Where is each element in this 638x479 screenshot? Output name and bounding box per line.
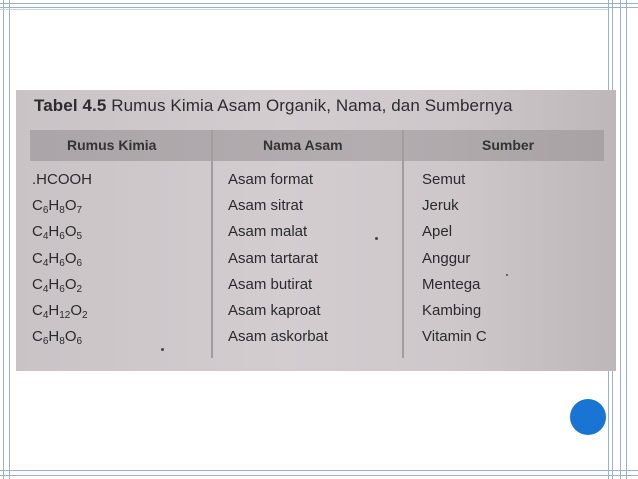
cell-source: Kambing (422, 302, 482, 319)
cell-formula: $C_4H_6O_6$ (32, 249, 83, 269)
cell-acid-name: Asam askorbat (228, 328, 329, 346)
table-caption-label: Tabel 4.5 (34, 96, 107, 115)
slide-frame-top (0, 3, 638, 8)
column-divider-1 (211, 130, 213, 358)
cell-source: Anggur (422, 249, 471, 267)
slide-accent-dot (570, 399, 606, 435)
cell-acid-name: Asam malat (228, 223, 308, 241)
cell-formula: $C_6H_8O_7$ (32, 197, 83, 217)
header-rumus-kimia: Rumus Kimia (67, 137, 157, 153)
table-caption (34, 96, 513, 116)
header-sumber: Sumber (482, 137, 535, 153)
table-header-row (30, 130, 604, 161)
table-photo (16, 90, 616, 371)
cell-formula: $C_4H_6O_2$ (32, 275, 83, 295)
cell-formula: $C_4H_6O_5$ (32, 223, 83, 243)
cell-source: Jeruk (422, 197, 459, 215)
slide-frame-bottom (0, 470, 638, 476)
cell-acid-name: Asam format (228, 171, 314, 188)
cell-source: Semut (422, 171, 466, 188)
column-divider-2 (402, 130, 404, 358)
slide-frame-left (3, 0, 10, 479)
table-caption-title: Rumus Kimia Asam Organik, Nama, dan Sumbernya (111, 96, 513, 115)
cell-acid-name: Asam sitrat (228, 197, 304, 215)
speck (375, 237, 378, 240)
slide-frame-top-inner (0, 9, 608, 10)
cell-formula: $C_6H_8O_6$ (32, 328, 83, 348)
cell-source: Apel (422, 223, 453, 241)
cell-source: Vitamin C (422, 328, 487, 346)
slide-frame-right-outer (620, 0, 627, 479)
speck (161, 348, 164, 351)
cell-acid-name: Asam butirat (228, 275, 313, 293)
cell-formula: $C_4H_{12}O_2$ (32, 302, 88, 321)
cell-acid-name: Asam kaproat (228, 302, 321, 319)
cell-source: Mentega (422, 275, 481, 293)
speck (506, 274, 508, 276)
header-nama-asam: Nama Asam (263, 137, 343, 153)
cell-acid-name: Asam tartarat (228, 249, 319, 267)
cell-formula: .HCOOH (32, 171, 92, 188)
